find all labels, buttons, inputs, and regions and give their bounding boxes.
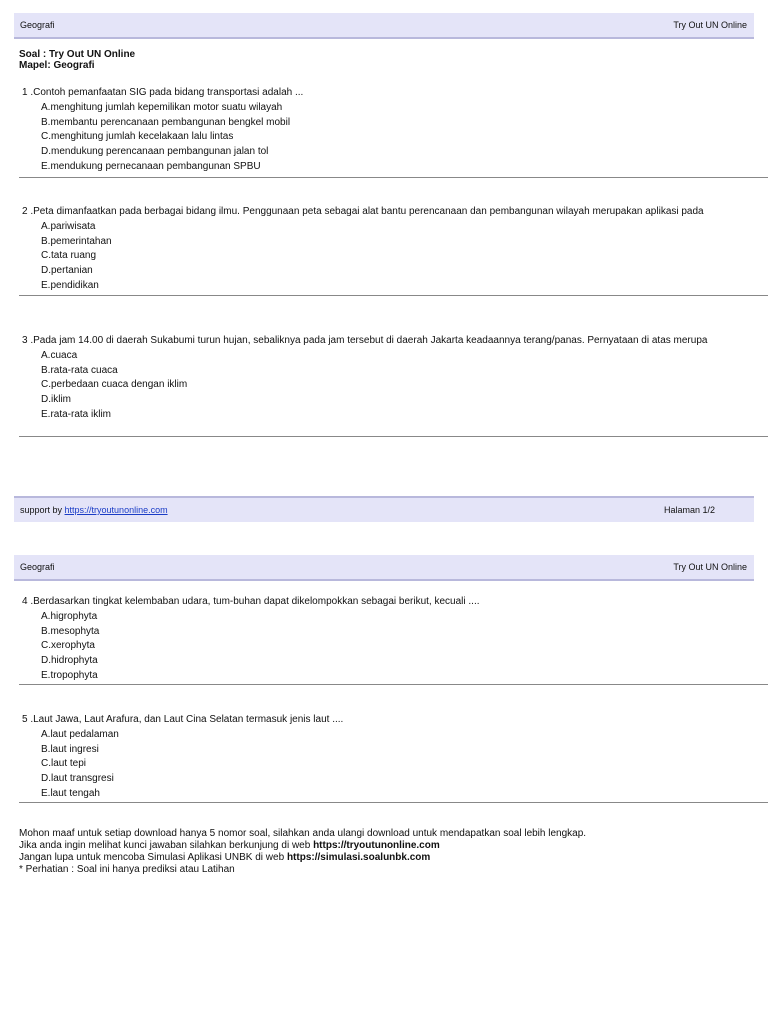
option-d: D.pertanian bbox=[41, 265, 93, 277]
option-b: B.mesophyta bbox=[41, 625, 100, 637]
question-4 bbox=[19, 595, 768, 685]
option-d: D.iklim bbox=[41, 394, 71, 406]
question-stem: 1 .Contoh pemanfaatan SIG pada bidang transportasi adalah ... bbox=[22, 87, 304, 98]
option-a: A.laut pedalaman bbox=[41, 728, 119, 740]
option-a: A.higrophyta bbox=[41, 610, 98, 622]
option-d: D.mendukung perencanaan pembangunan jalan tol bbox=[41, 146, 269, 158]
option-e: E.laut tengah bbox=[41, 787, 100, 799]
question-3 bbox=[19, 334, 768, 437]
question-stem: 5 .Laut Jawa, Laut Arafura, dan Laut Cina Selatan termasuk jenis laut .... bbox=[22, 714, 344, 725]
header-site: Try Out UN Online bbox=[673, 20, 747, 30]
page2-header-bar bbox=[14, 555, 754, 581]
option-c: C.menghitung jumlah kecelakaan lalu lintas bbox=[41, 131, 234, 143]
question-stem: 2 .Peta dimanfaatkan pada berbagai bidang ilmu. Penggunaan peta sebagai alat bantu perencanaan dan pembangunan wilayah merupakan aplikasi pada bbox=[22, 206, 704, 217]
document-subject: Mapel: Geografi bbox=[19, 60, 95, 71]
option-e: E.tropophyta bbox=[41, 669, 98, 681]
support-prefix: support by bbox=[20, 505, 65, 515]
download-notice bbox=[19, 828, 586, 876]
page-number: Halaman 1/2 bbox=[663, 505, 715, 515]
support-text bbox=[20, 498, 168, 522]
question-stem: 3 .Pada jam 14.00 di daerah Sukabumi turun hujan, sebaliknya pada jam tersebut di daerah Jakarta keadaannya terang/panas. Pernyataan di atas merupa bbox=[22, 335, 708, 346]
question-5 bbox=[19, 713, 768, 803]
option-c: C.tata ruang bbox=[41, 250, 97, 262]
option-b: B.laut ingresi bbox=[41, 743, 99, 755]
notice-line-4: * Perhatian : Soal ini hanya prediksi atau Latihan bbox=[19, 864, 235, 875]
answer-site-link: https://tryoutunonline.com bbox=[313, 840, 440, 851]
header-site: Try Out UN Online bbox=[673, 562, 747, 572]
option-a: A.cuaca bbox=[41, 349, 78, 361]
notice-answer-text: Jika anda ingin melihat kunci jawaban silahkan berkunjung di web bbox=[19, 840, 314, 851]
notice-line-2 bbox=[19, 840, 586, 852]
option-d: D.laut transgresi bbox=[41, 773, 114, 785]
option-c: C.xerophyta bbox=[41, 640, 95, 652]
question-1 bbox=[19, 86, 768, 178]
option-b: B.membantu perencanaan pembangunan bengkel mobil bbox=[41, 116, 291, 128]
page1-header-bar bbox=[14, 13, 754, 39]
option-e: E.pendidikan bbox=[41, 279, 99, 291]
option-a: A.menghitung jumlah kepemilikan motor suatu wilayah bbox=[41, 101, 283, 113]
notice-line-1: Mohon maaf untuk setiap download hanya 5 nomor soal, silahkan anda ulangi download untuk mendapatkan soal lebih lengkap. bbox=[19, 828, 587, 839]
simulation-site-link: https://simulasi.soalunbk.com bbox=[286, 852, 431, 863]
notice-simulation-text: Jangan lupa untuk mencoba Simulasi Aplikasi UNBK di web bbox=[19, 852, 287, 863]
notice-line-3 bbox=[19, 852, 586, 864]
support-link[interactable]: https://tryoutunonline.com bbox=[64, 505, 168, 515]
header-subject: Geografi bbox=[20, 20, 55, 30]
option-b: B.pemerintahan bbox=[41, 235, 112, 247]
question-stem: 4 .Berdasarkan tingkat kelembaban udara, tum-buhan dapat dikelompokkan sebagai berikut, kecuali .... bbox=[22, 596, 480, 607]
document-title: Soal : Try Out UN Online bbox=[19, 49, 136, 60]
option-c: C.laut tepi bbox=[41, 758, 87, 770]
question-2 bbox=[19, 205, 768, 296]
option-e: E.mendukung pernecanaan pembangunan SPBU bbox=[41, 160, 261, 172]
header-subject: Geografi bbox=[20, 562, 55, 572]
option-e: E.rata-rata iklim bbox=[41, 408, 112, 420]
option-b: B.rata-rata cuaca bbox=[41, 364, 118, 376]
page1-footer-bar bbox=[14, 496, 754, 522]
option-c: C.perbedaan cuaca dengan iklim bbox=[41, 379, 188, 391]
option-a: A.pariwisata bbox=[41, 220, 96, 232]
option-d: D.hidrophyta bbox=[41, 655, 98, 667]
document-heading bbox=[19, 49, 135, 71]
